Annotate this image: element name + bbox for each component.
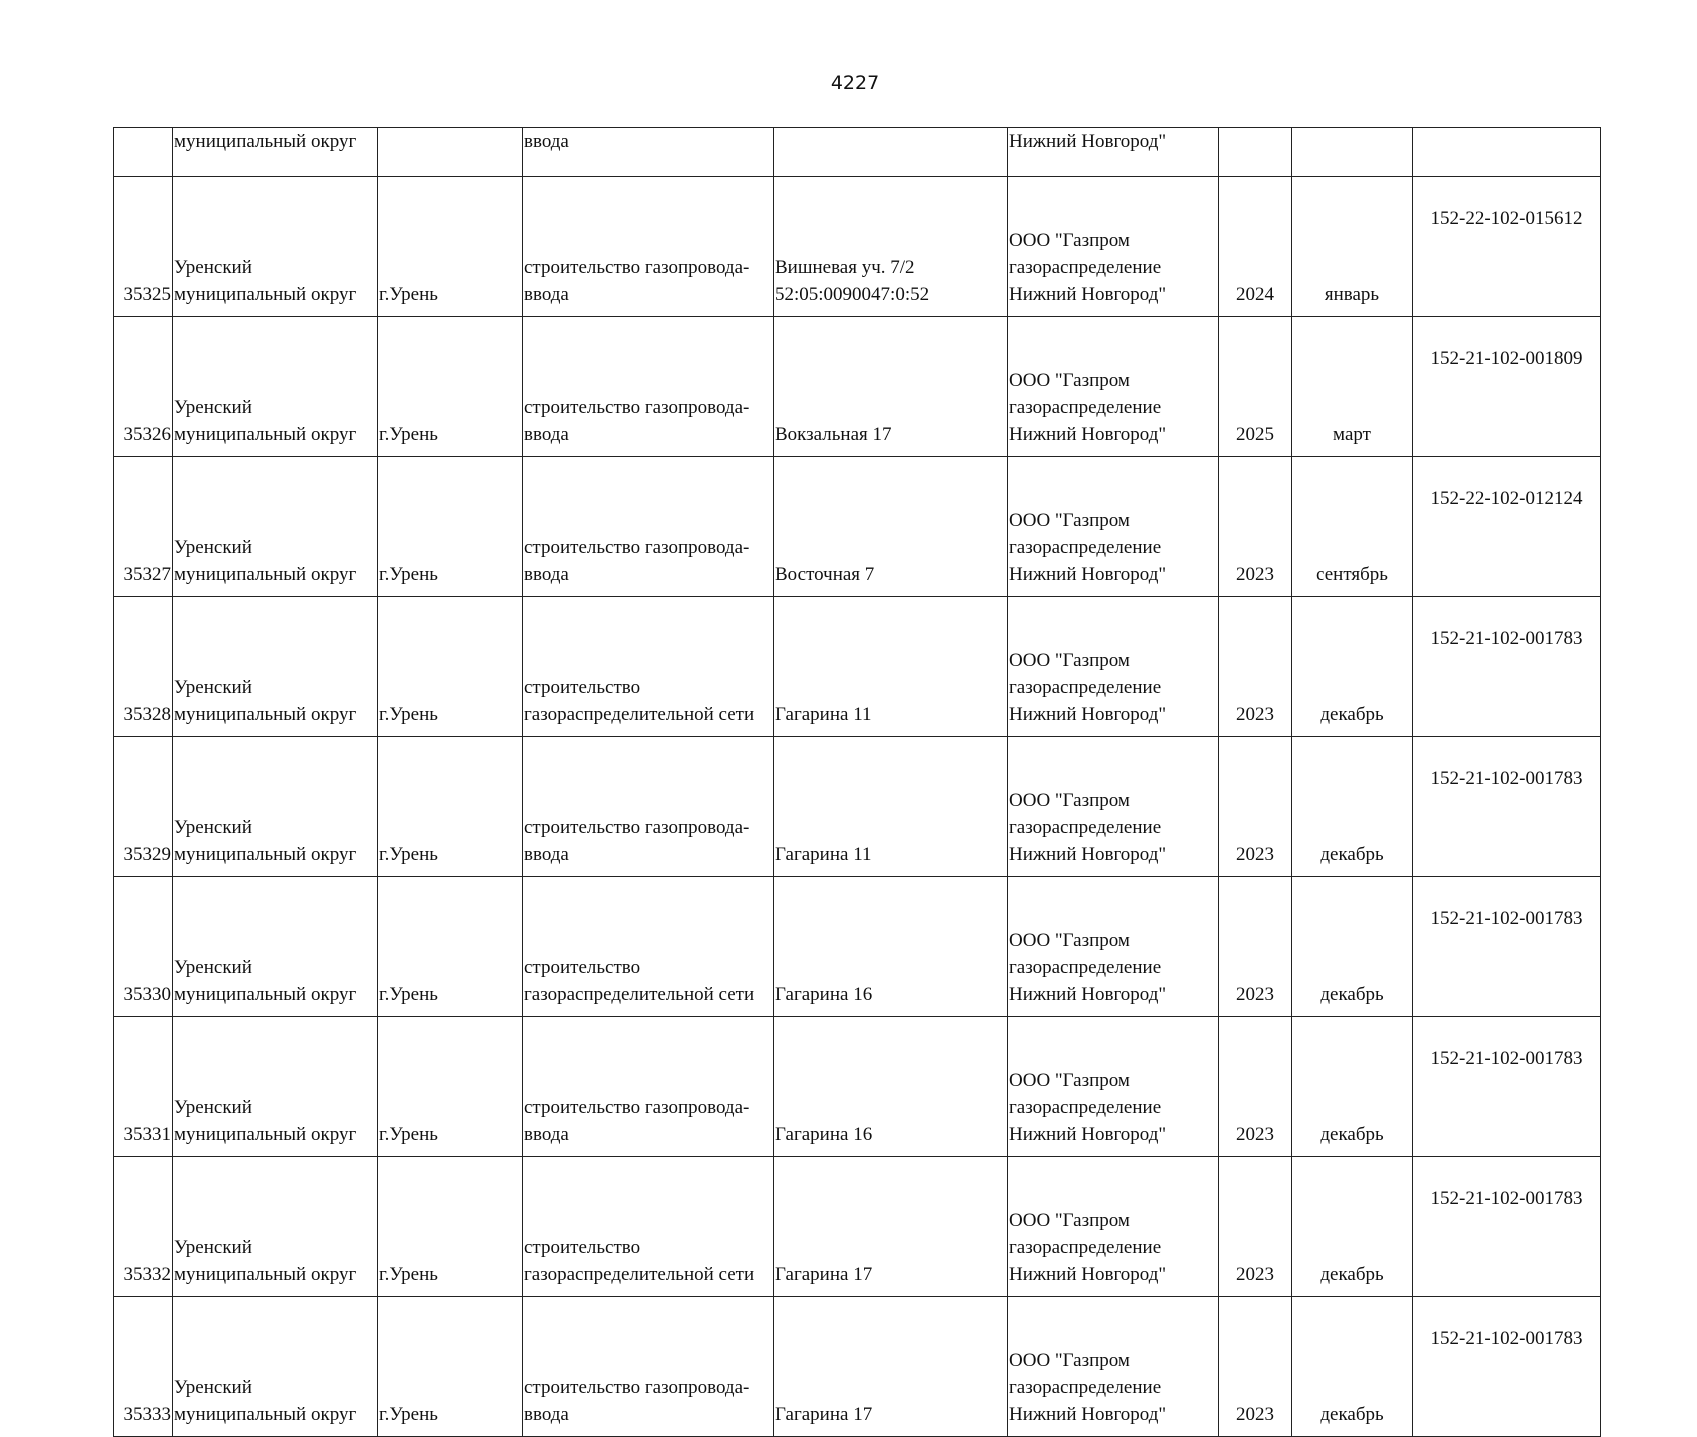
page-number: 4227	[830, 72, 880, 94]
cell-code: 152-22-102-015612	[1413, 177, 1601, 317]
cell-month: декабрь	[1292, 1157, 1413, 1297]
work-type-text: строительство газопровода- ввода	[524, 817, 750, 865]
table-row	[114, 1157, 1601, 1297]
cell-organization	[1008, 877, 1219, 1017]
work-type-text: строительство газопровода- ввода	[524, 537, 750, 585]
cell-number: 35329	[114, 737, 173, 877]
work-type-text: строительство газопровода- ввода	[524, 1097, 750, 1145]
cell-district	[173, 737, 378, 877]
cell-district	[173, 877, 378, 1017]
cell-code: 152-21-102-001783	[1413, 737, 1601, 877]
cell-work-type	[523, 317, 774, 457]
cell-code	[1413, 128, 1601, 177]
district-text: Уренский муниципальный округ	[174, 957, 357, 1005]
cell-code: 152-21-102-001783	[1413, 1297, 1601, 1437]
cell-number	[114, 128, 173, 177]
cell-number: 35333	[114, 1297, 173, 1437]
cell-month: сентябрь	[1292, 457, 1413, 597]
address-text: Гагарина 17	[775, 1264, 873, 1285]
cell-work-type	[523, 877, 774, 1017]
table-row	[114, 177, 1601, 317]
organization-text: ООО "Газпром газораспределение Нижний Новгород"	[1009, 230, 1167, 305]
cell-year	[1219, 128, 1292, 177]
organization-text: ООО "Газпром газораспределение Нижний Новгород"	[1009, 930, 1167, 1005]
cell-district	[173, 457, 378, 597]
cell-address	[774, 128, 1008, 177]
cell-organization	[1008, 1157, 1219, 1297]
district-text: Уренский муниципальный округ	[174, 1097, 357, 1145]
cell-code: 152-21-102-001783	[1413, 1157, 1601, 1297]
district-text: Уренский муниципальный округ	[174, 677, 357, 725]
work-type-text: строительство газораспределительной сети	[524, 957, 755, 1005]
work-type-text: строительство газопровода- ввода	[524, 1377, 750, 1425]
table-row	[114, 317, 1601, 457]
cell-address	[774, 1297, 1008, 1437]
cell-work-type	[523, 1297, 774, 1437]
cell-work-type	[523, 737, 774, 877]
cell-organization	[1008, 317, 1219, 457]
district-text: Уренский муниципальный округ	[174, 1237, 357, 1285]
cell-address	[774, 177, 1008, 317]
cell-number: 35327	[114, 457, 173, 597]
cell-month: декабрь	[1292, 597, 1413, 737]
work-type-text: ввода	[524, 131, 569, 152]
cell-locality: г.Урень	[378, 1017, 523, 1157]
organization-text: ООО "Газпром газораспределение Нижний Новгород"	[1009, 510, 1167, 585]
district-text: Уренский муниципальный округ	[174, 1377, 357, 1425]
cell-locality: г.Урень	[378, 317, 523, 457]
cell-number: 35330	[114, 877, 173, 1017]
gasification-schedule-table	[113, 127, 1601, 1437]
cell-organization	[1008, 128, 1219, 177]
cell-work-type	[523, 177, 774, 317]
address-text: Вишневая уч. 7/2 52:05:0090047:0:52	[775, 257, 930, 305]
organization-text: ООО "Газпром газораспределение Нижний Новгород"	[1009, 650, 1167, 725]
cell-number: 35326	[114, 317, 173, 457]
organization-text: ООО "Газпром газораспределение Нижний Новгород"	[1009, 1210, 1167, 1285]
cell-district	[173, 1157, 378, 1297]
address-text: Гагарина 11	[775, 844, 872, 865]
work-type-text: строительство газопровода- ввода	[524, 397, 750, 445]
cell-code: 152-22-102-012124	[1413, 457, 1601, 597]
cell-address	[774, 737, 1008, 877]
cell-year: 2023	[1219, 1017, 1292, 1157]
cell-month: декабрь	[1292, 1017, 1413, 1157]
cell-year: 2025	[1219, 317, 1292, 457]
cell-code: 152-21-102-001809	[1413, 317, 1601, 457]
address-text: Вокзальная 17	[775, 424, 892, 445]
district-text: Уренский муниципальный округ	[174, 257, 357, 305]
work-type-text: строительство газопровода- ввода	[524, 257, 750, 305]
cell-organization	[1008, 597, 1219, 737]
cell-year: 2023	[1219, 1157, 1292, 1297]
address-text: Гагарина 17	[775, 1404, 873, 1425]
address-text: Гагарина 16	[775, 984, 873, 1005]
address-text: Восточная 7	[775, 564, 875, 585]
organization-text: ООО "Газпром газораспределение Нижний Новгород"	[1009, 790, 1167, 865]
table-row-continued	[114, 128, 1601, 177]
cell-number: 35332	[114, 1157, 173, 1297]
table-body	[114, 128, 1601, 1437]
cell-work-type	[523, 1157, 774, 1297]
cell-work-type	[523, 597, 774, 737]
cell-locality: г.Урень	[378, 1297, 523, 1437]
table-row	[114, 877, 1601, 1017]
cell-address	[774, 317, 1008, 457]
table-row	[114, 1017, 1601, 1157]
cell-month: декабрь	[1292, 1297, 1413, 1437]
cell-number: 35328	[114, 597, 173, 737]
cell-month: март	[1292, 317, 1413, 457]
cell-organization	[1008, 457, 1219, 597]
cell-number: 35331	[114, 1017, 173, 1157]
cell-locality	[378, 128, 523, 177]
cell-organization	[1008, 1017, 1219, 1157]
cell-district	[173, 1017, 378, 1157]
cell-locality: г.Урень	[378, 1157, 523, 1297]
cell-address	[774, 1157, 1008, 1297]
cell-year: 2024	[1219, 177, 1292, 317]
table-row	[114, 737, 1601, 877]
cell-month: декабрь	[1292, 737, 1413, 877]
work-type-text: строительство газораспределительной сети	[524, 1237, 755, 1285]
cell-month: декабрь	[1292, 877, 1413, 1017]
district-text: Уренский муниципальный округ	[174, 817, 357, 865]
table-row	[114, 457, 1601, 597]
cell-organization	[1008, 177, 1219, 317]
cell-locality: г.Урень	[378, 597, 523, 737]
district-text: муниципальный округ	[174, 131, 357, 152]
cell-year: 2023	[1219, 877, 1292, 1017]
cell-address	[774, 877, 1008, 1017]
cell-locality: г.Урень	[378, 737, 523, 877]
cell-district	[173, 128, 378, 177]
table-row	[114, 597, 1601, 737]
address-text: Гагарина 11	[775, 704, 872, 725]
cell-locality: г.Урень	[378, 877, 523, 1017]
cell-year: 2023	[1219, 597, 1292, 737]
cell-work-type	[523, 128, 774, 177]
cell-address	[774, 597, 1008, 737]
cell-district	[173, 597, 378, 737]
work-type-text: строительство газораспределительной сети	[524, 677, 755, 725]
cell-month: январь	[1292, 177, 1413, 317]
cell-locality: г.Урень	[378, 177, 523, 317]
cell-work-type	[523, 1017, 774, 1157]
cell-organization	[1008, 737, 1219, 877]
cell-year: 2023	[1219, 457, 1292, 597]
cell-district	[173, 317, 378, 457]
cell-district	[173, 1297, 378, 1437]
organization-text: ООО "Газпром газораспределение Нижний Новгород"	[1009, 1350, 1167, 1425]
organization-text: ООО "Газпром газораспределение Нижний Новгород"	[1009, 370, 1167, 445]
organization-text: ООО "Газпром газораспределение Нижний Новгород"	[1009, 1070, 1167, 1145]
district-text: Уренский муниципальный округ	[174, 397, 357, 445]
address-text: Гагарина 16	[775, 1124, 873, 1145]
cell-year: 2023	[1219, 1297, 1292, 1437]
cell-district	[173, 177, 378, 317]
cell-work-type	[523, 457, 774, 597]
cell-locality: г.Урень	[378, 457, 523, 597]
cell-year: 2023	[1219, 737, 1292, 877]
cell-address	[774, 1017, 1008, 1157]
organization-text: Нижний Новгород"	[1009, 131, 1167, 152]
cell-organization	[1008, 1297, 1219, 1437]
cell-number: 35325	[114, 177, 173, 317]
cell-address	[774, 457, 1008, 597]
cell-code: 152-21-102-001783	[1413, 877, 1601, 1017]
cell-code: 152-21-102-001783	[1413, 597, 1601, 737]
district-text: Уренский муниципальный округ	[174, 537, 357, 585]
cell-month	[1292, 128, 1413, 177]
cell-code: 152-21-102-001783	[1413, 1017, 1601, 1157]
table-row	[114, 1297, 1601, 1437]
